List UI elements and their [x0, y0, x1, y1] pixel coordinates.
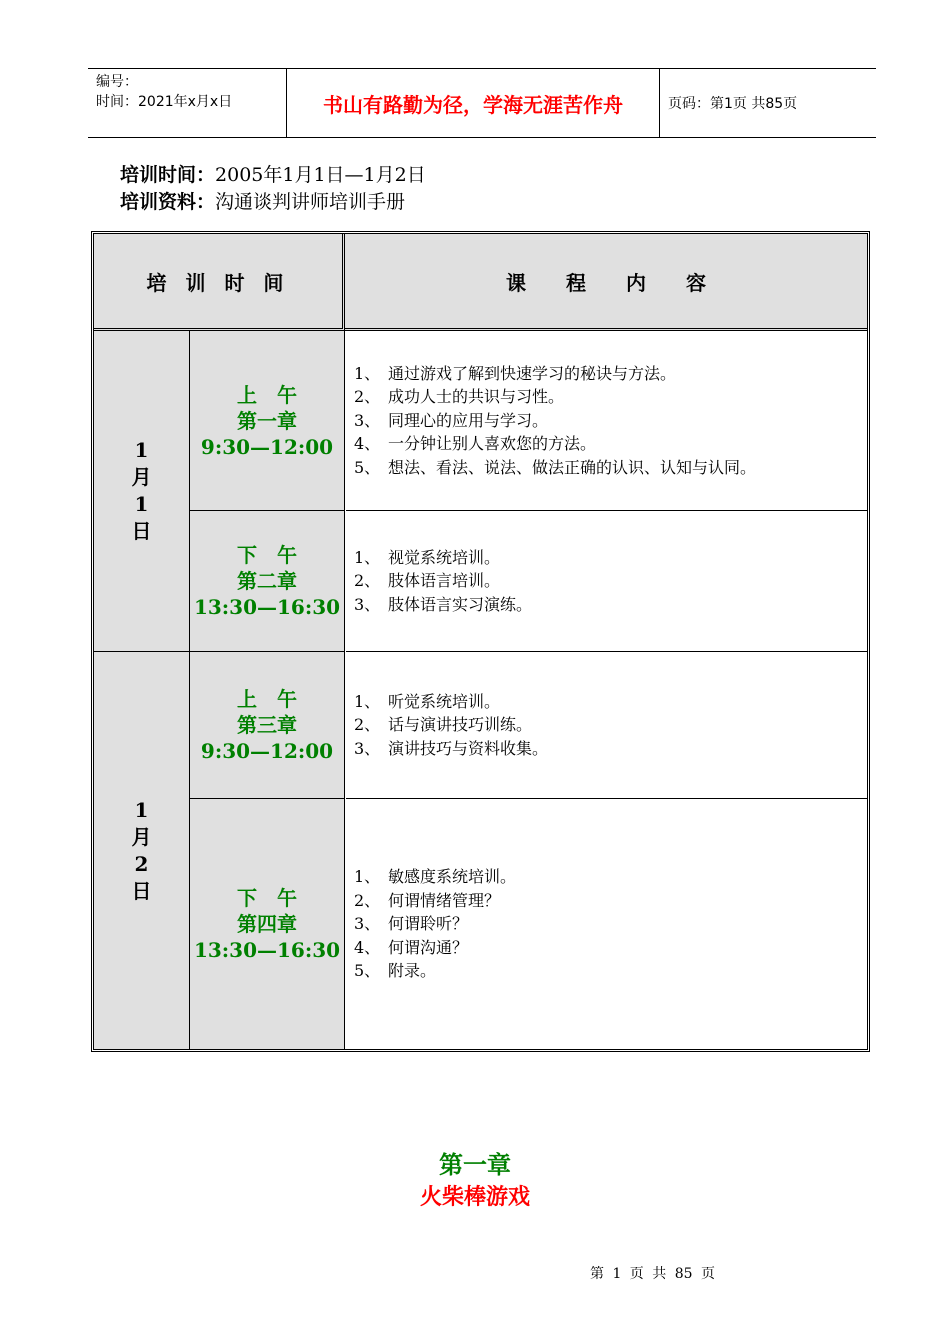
session-period: 上 午 — [237, 687, 297, 711]
list-item — [354, 737, 867, 761]
session-time: 13:30—16:30 — [193, 595, 341, 619]
item-number: 1、 — [354, 547, 381, 567]
item-text: 同理心的应用与学习。 — [388, 410, 549, 430]
column-header-char: 内 — [626, 270, 646, 295]
item-text: 听觉系统培训。 — [388, 691, 501, 711]
item-text: 想法、看法、说法、做法正确的认识、认知与认同。 — [388, 457, 757, 477]
list-item — [354, 690, 867, 714]
item-number: 1、 — [354, 867, 381, 887]
column-header-time: 培 训 时 间 — [94, 234, 345, 331]
day-label-char: 月 — [131, 465, 152, 489]
list-item — [354, 889, 867, 913]
item-number: 2、 — [354, 715, 381, 735]
session-content — [346, 651, 867, 798]
list-item — [354, 362, 867, 386]
training-material-value: 沟通谈判讲师培训手册 — [215, 191, 406, 213]
item-number: 4、 — [354, 937, 381, 957]
session-chapter: 第一章 — [237, 408, 297, 433]
header-meta — [88, 69, 287, 137]
header-page-info: 页码：第1页 共85页 — [668, 96, 798, 112]
list-item — [354, 713, 867, 737]
training-time-label: 培训时间： — [120, 164, 216, 186]
list-item — [354, 593, 867, 617]
column-header-char: 课 — [506, 270, 526, 295]
list-item — [354, 959, 867, 983]
session-period: 上 午 — [237, 382, 297, 407]
item-number: 2、 — [354, 571, 381, 591]
item-number: 1、 — [354, 363, 381, 383]
training-material-label: 培训资料： — [120, 191, 216, 213]
list-item — [354, 936, 867, 960]
column-header-char: 容 — [686, 270, 706, 295]
list-item — [354, 912, 867, 936]
list-item — [354, 456, 867, 480]
training-material-line — [120, 187, 405, 214]
header-date: 时间：2021年x月x日 — [96, 94, 233, 110]
session-slot — [190, 798, 345, 1049]
list-item — [354, 385, 867, 409]
session-chapter: 第三章 — [237, 713, 297, 737]
page-header — [88, 68, 876, 138]
session-content — [346, 798, 867, 1049]
item-text: 成功人士的共识与习性。 — [388, 387, 565, 407]
item-text: 话与演讲技巧训练。 — [388, 715, 533, 735]
header-motto: 书山有路勤为径，学海无涯苦作舟 — [287, 69, 660, 137]
list-item — [354, 865, 867, 889]
day-label-char: 2 — [134, 851, 149, 876]
day-label-char: 日 — [131, 519, 152, 543]
day-label-char: 日 — [131, 878, 152, 903]
session-slot — [190, 651, 345, 798]
day-label-char: 月 — [131, 824, 152, 849]
item-number: 4、 — [354, 434, 381, 454]
item-number: 3、 — [354, 914, 381, 934]
item-text: 一分钟让别人喜欢您的方法。 — [388, 434, 597, 454]
list-item — [354, 546, 867, 570]
item-number: 3、 — [354, 594, 381, 614]
day-label-char: 1 — [134, 797, 149, 822]
session-time: 13:30—16:30 — [193, 938, 341, 962]
item-text: 敏感度系统培训。 — [388, 867, 517, 887]
session-chapter: 第二章 — [237, 569, 297, 593]
column-header-char: 程 — [566, 270, 586, 295]
column-header-content — [345, 234, 867, 331]
session-period: 下 午 — [237, 543, 297, 567]
session-time: 9:30—12:00 — [200, 739, 334, 763]
item-number: 2、 — [354, 387, 381, 407]
session-slot — [190, 331, 345, 510]
day-label-char: 1 — [134, 438, 149, 462]
day-label-1 — [94, 331, 190, 651]
session-time: 9:30—12:00 — [200, 434, 334, 459]
training-time-line — [120, 160, 426, 187]
item-text: 附录。 — [388, 961, 437, 981]
session-period: 下 午 — [237, 886, 297, 910]
item-text: 何谓聆听？ — [388, 914, 469, 934]
item-number: 5、 — [354, 961, 381, 981]
item-text: 何谓情绪管理？ — [388, 890, 501, 910]
item-text: 演讲技巧与资料收集。 — [388, 738, 549, 758]
day-label-2 — [94, 651, 190, 1049]
list-item — [354, 432, 867, 456]
list-item — [354, 409, 867, 433]
item-text: 通过游戏了解到快速学习的秘诀与方法。 — [388, 363, 677, 383]
item-number: 2、 — [354, 890, 381, 910]
day-label-char: 1 — [134, 492, 149, 516]
item-text: 视觉系统培训。 — [388, 547, 501, 567]
item-text: 肢体语言培训。 — [388, 571, 501, 591]
item-text: 何谓沟通？ — [388, 937, 469, 957]
chapter-title: 第一章 — [439, 1150, 511, 1179]
session-content — [346, 510, 867, 651]
session-slot — [190, 510, 345, 651]
item-number: 5、 — [354, 457, 381, 477]
header-number-label: 编号： — [96, 74, 138, 90]
list-item — [354, 569, 867, 593]
chapter-subtitle: 火柴棒游戏 — [419, 1184, 530, 1210]
schedule-table — [91, 231, 870, 1052]
item-text: 肢体语言实习演练。 — [388, 594, 533, 614]
item-number: 3、 — [354, 410, 381, 430]
session-content — [346, 331, 867, 510]
item-number: 1、 — [354, 691, 381, 711]
page-footer: 第 1 页 共 85 页 — [590, 1266, 715, 1282]
session-chapter: 第四章 — [237, 912, 297, 936]
item-number: 3、 — [354, 738, 381, 758]
training-time-value: 2005年1月1日—1月2日 — [215, 164, 426, 186]
